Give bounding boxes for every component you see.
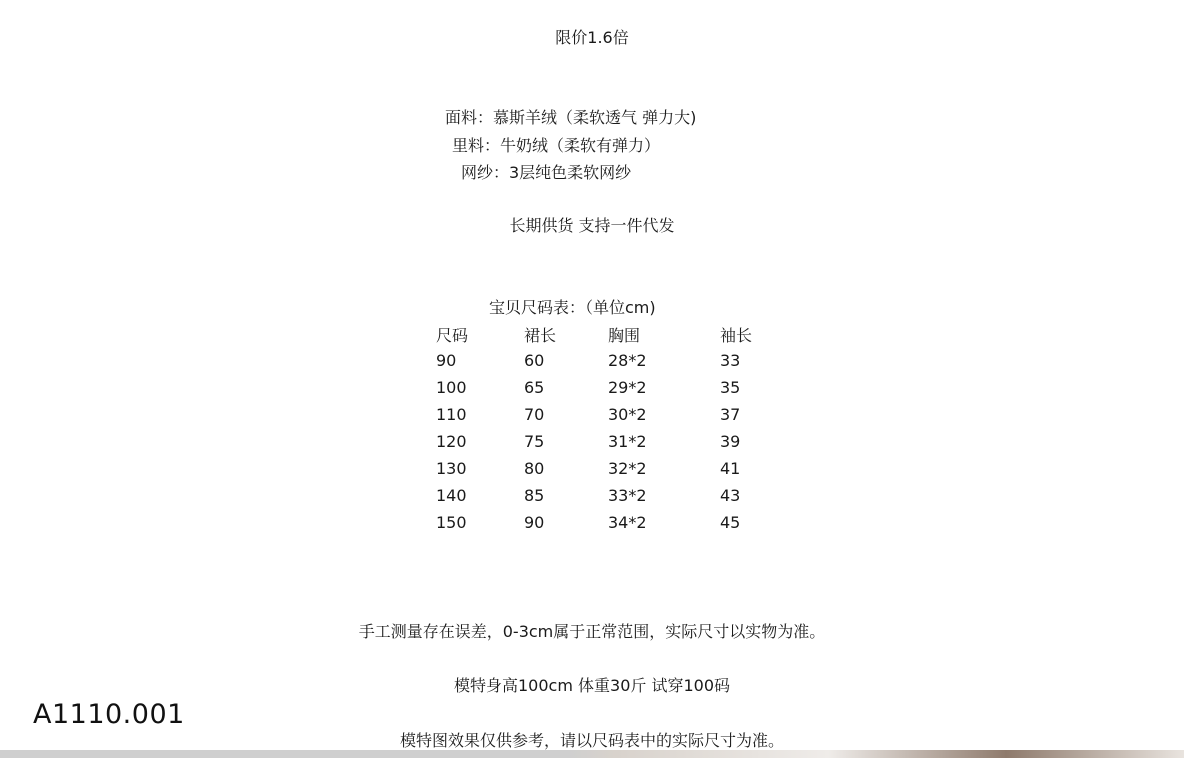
cell-chest: 31*2 [608, 432, 647, 451]
cell-sleeve: 37 [720, 405, 741, 424]
cell-chest: 28*2 [608, 351, 647, 370]
table-row [428, 482, 780, 509]
table-row [428, 374, 780, 401]
size-chart-title: 宝贝尺码表：（单位cm) [489, 298, 656, 317]
header-length: 裙长 [524, 325, 557, 345]
cell-chest: 34*2 [608, 513, 647, 532]
price-limit-text: 限价1.6倍 [555, 28, 629, 47]
cell-sleeve: 39 [720, 432, 741, 451]
cell-length: 75 [524, 432, 545, 451]
cell-chest: 33*2 [608, 486, 647, 505]
size-chart-table [428, 321, 780, 536]
cell-length: 85 [524, 486, 545, 505]
header-chest: 胸围 [608, 325, 641, 345]
cell-size: 110 [436, 405, 467, 424]
cell-length: 90 [524, 513, 545, 532]
size-chart-header-row [428, 321, 780, 347]
cell-size: 130 [436, 459, 467, 478]
table-row [428, 401, 780, 428]
cell-sleeve: 45 [720, 513, 741, 532]
supply-text: 长期供货 支持一件代发 [509, 216, 675, 235]
cell-sleeve: 43 [720, 486, 741, 505]
fabric-line: 面料：慕斯羊绒（柔软透气 弹力大) [445, 108, 697, 127]
cell-sleeve: 35 [720, 378, 741, 397]
mesh-line: 网纱：3层纯色柔软网纱 [461, 163, 632, 182]
measurement-note: 手工测量存在误差，0-3cm属于正常范围，实际尺寸以实物为准。 [358, 622, 826, 641]
table-row [428, 428, 780, 455]
table-row [428, 455, 780, 482]
cell-chest: 29*2 [608, 378, 647, 397]
cell-chest: 32*2 [608, 459, 647, 478]
cell-size: 140 [436, 486, 467, 505]
cell-size: 90 [436, 351, 457, 370]
bottom-image-strip [0, 750, 1184, 758]
item-code: A1110.001 [33, 699, 185, 730]
cell-length: 80 [524, 459, 545, 478]
header-size: 尺码 [436, 325, 469, 345]
cell-chest: 30*2 [608, 405, 647, 424]
cell-length: 70 [524, 405, 545, 424]
table-row [428, 509, 780, 536]
cell-size: 120 [436, 432, 467, 451]
header-sleeve: 袖长 [720, 325, 753, 345]
lining-line: 里料：牛奶绒（柔软有弹力） [452, 136, 661, 155]
model-note: 模特身高100cm 体重30斤 试穿100码 [454, 676, 730, 695]
reference-note: 模特图效果仅供参考，请以尺码表中的实际尺寸为准。 [399, 731, 784, 750]
cell-length: 65 [524, 378, 545, 397]
cell-sleeve: 41 [720, 459, 741, 478]
cell-sleeve: 33 [720, 351, 741, 370]
cell-size: 100 [436, 378, 467, 397]
cell-size: 150 [436, 513, 467, 532]
cell-length: 60 [524, 351, 545, 370]
table-row [428, 347, 780, 374]
